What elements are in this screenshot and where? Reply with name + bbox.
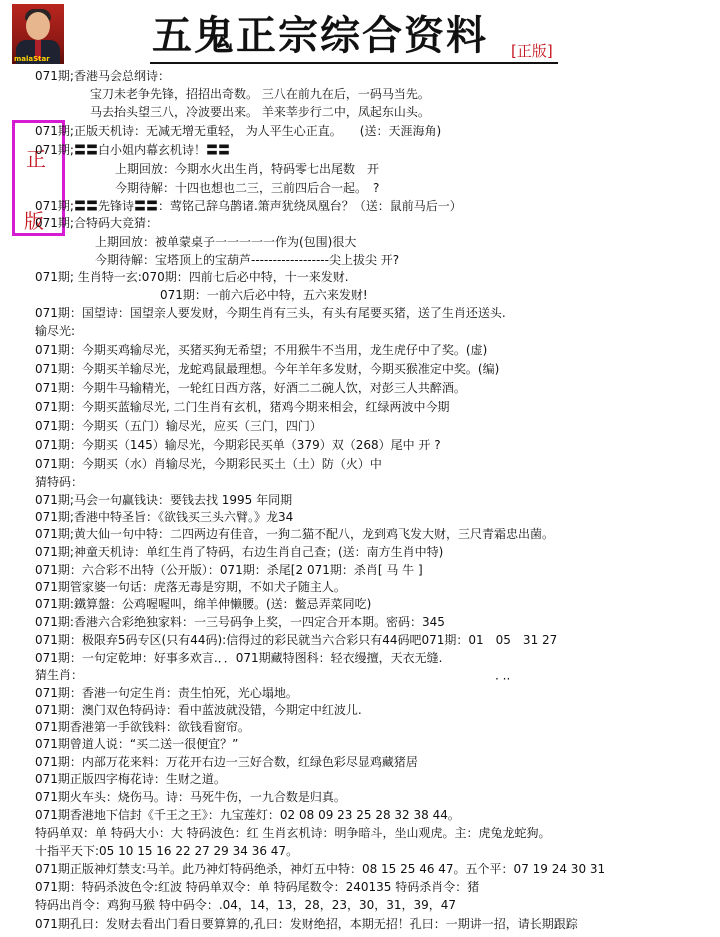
text-line: 071期：一前六后必中特，五六来发财! xyxy=(160,288,368,302)
text-line: 猜特码： xyxy=(35,475,84,489)
text-line: 071期：极限弃5码专区(只有44码):信得过的彩民就当六合彩只有44码吧071期：01 05 31 27 xyxy=(35,633,558,647)
text-line: 071期香港第一手欲钱料：欲钱看窗帘。 xyxy=(35,720,250,734)
page-title: 五鬼正宗综合资料 xyxy=(152,12,488,59)
edition-badge: [正版] xyxy=(511,42,553,60)
text-line: 071期;正版天机诗：无减无增无重轻， 为人平生心正直。 (送：天涯海角) xyxy=(35,124,442,138)
text-line: 071期：国望诗：国望亲人要发财，今期生肖有三头，有头有尾要买猪，送了生肖还送头. xyxy=(35,306,506,320)
text-line: 今期待解：十四也想也二三，三前四后合一起。 ? xyxy=(115,181,380,195)
text-line: 上期回放：被单蒙桌子一一一一一作为(包围)很大 xyxy=(95,235,357,249)
text-line: 071期：今期买（145）输尽光，今期彩民买单（379）双（268）尾中 开 ? xyxy=(35,438,441,452)
text-line: 071期:鐵算盤：公鸡喔喔叫，绵羊伸懒腰。(送：鳖忌弄菜同吃) xyxy=(35,597,372,611)
text-line: 071期; 生肖特一玄:070期：四前七后必中特，十一来发财. xyxy=(35,270,349,284)
text-line: 071期：今期买鸡输尽光，买猪买狗无希望；不用猴牛不当用，龙生虎仔中了奖。(虚) xyxy=(35,343,488,357)
text-line: 猜生肖： xyxy=(35,668,84,682)
text-line: 071期：六合彩不出特（公开版）：071期：杀尾[2 071期：杀肖[ 马 牛 ] xyxy=(35,563,423,577)
text-line: 071期正版神灯禁支:马羊。此乃神灯特码绝杀，神灯五中特：08 15 25 46 47。五个平：07 19 24 30 31 xyxy=(35,862,606,876)
text-line: 071期：香港一句定生肖：责生怕死，光心塌地。 xyxy=(35,686,298,700)
text-line: 071期：今期买（水）肖输尽光，今期彩民买土（土）防（火）中 xyxy=(35,457,382,471)
text-line: 071期正版四字梅花诗：生财之道。 xyxy=(35,772,226,786)
text-line: 宝刀未老争先锋，招招出奇数。 三八在前九在后，一码马当先。 xyxy=(90,87,430,101)
text-line: 071期：澳门双色特码诗：看中蓝波就没错，今期定中红波儿. xyxy=(35,703,362,717)
text-line: 071期香港地下信封《千王之王》：九宝莲灯：02 08 09 23 25 28 32 38 44。 xyxy=(35,808,460,822)
text-line: 071期:香港六合彩绝独家料：一三号码争上奖，一四定合开本期。密码：345 xyxy=(35,615,445,629)
text-line: 071期;马会一句赢钱诀：要钱去找 1995 年同期 xyxy=(35,493,293,507)
text-line: 071期：今期买羊输尽光，龙蛇鸡鼠最理想。今年羊年多发财，今期买猴准定中奖。(编) xyxy=(35,362,500,376)
text-line: 071期：一句定乾坤：好事多欢言.．．071期藏特图科：轻衣缦擅，天衣无缝. xyxy=(35,651,443,665)
side-label-1: 正 xyxy=(26,147,46,171)
text-line: 071期管家婆一句话：虎落无毒是穷期，不如犬子随主人。 xyxy=(35,580,346,594)
text-line: 071期;香港马会总纲诗： xyxy=(35,69,170,83)
text-line: 071期曾道人说：“买二送一很便宜？” xyxy=(35,737,239,751)
text-line: 输尽光: xyxy=(35,324,76,338)
text-line: 今期待解：宝塔顶上的宝葫芦------------------尖上拔尖 开? xyxy=(95,253,400,267)
text-line: 071期;〓〓先锋诗〓〓：莺铭己辞乌鹊诸.箫声犹绕凤凰台？（送：鼠前马后一） xyxy=(35,199,462,213)
text-line: 071期：内部万花来料：万花开右边一三好合数，红绿色彩尽显鸡藏猪居 xyxy=(35,755,418,769)
text-line: 071期孔曰：发财去看出门看日要算算的,孔曰：发财绝招，本期无招！孔曰：一期讲一招，请长期跟踪 xyxy=(35,917,578,931)
text-line: 特码出肖令：鸡狗马猴 特中码令：.04，14，13，28，23，30，31，39，47 xyxy=(35,898,457,912)
text-line: 071期：今期牛马输精光，一轮红日西方落，好酒二二碗人饮，对彭三人共醉酒。 xyxy=(35,381,466,395)
text-line: 十指平天下:05 10 15 16 22 27 29 34 36 47。 xyxy=(35,844,299,858)
text-line: 071期火车头：烧伤马。诗：马死牛伤，一九合数是归真。 xyxy=(35,790,346,804)
text-line: 071期：今期买（五门）输尽光，应买（三门，四门） xyxy=(35,419,322,433)
text-line: 马去抬头望三八，冷波要出来。 羊来莘步行二中，凤起东山头。 xyxy=(90,105,430,119)
text-line: 特码单双：单 特码大小：大 特码波色：红 生肖玄机诗：明争暗斗，坐山观虎。主：虎兔龙蛇狗。 xyxy=(35,826,551,840)
text-line: 071期;黄大仙一句中特：二四两边有佳音，一狗二猫不配八，龙到鸡飞发大财，三尺青霜忠出菌。 xyxy=(35,527,554,541)
text-line: 071期;香港中特圣旨：《欲钱买三头六臂。》龙34 xyxy=(35,510,294,524)
text-line: 071期：今期买蓝输尽光, 二门生肖有玄机，猪鸡今期来相会，红绿两波中今期 xyxy=(35,400,450,414)
text-line: 071期;合特码大竞猜： xyxy=(35,216,158,230)
text-line: 071期：特码杀波色令:红波 特码单双令：单 特码尾数令：240135 特码杀肖令：猪 xyxy=(35,880,480,894)
title-underline xyxy=(150,62,558,64)
text-line: 上期回放：今期水火出生肖，特码零七出尾数 开 xyxy=(115,162,380,176)
text-line: 071期;〓〓白小姐内幕玄机诗！〓〓 xyxy=(35,143,230,157)
host-photo xyxy=(12,4,64,64)
text-line: 071期;神童天机诗：单红生肖了特码，右边生肖自己查；(送：南方生肖中特) xyxy=(35,545,444,559)
photo-watermark: malaStar xyxy=(14,55,50,63)
side-label-2: 版 xyxy=(24,209,44,233)
stray-dots: · ·· xyxy=(495,672,511,686)
